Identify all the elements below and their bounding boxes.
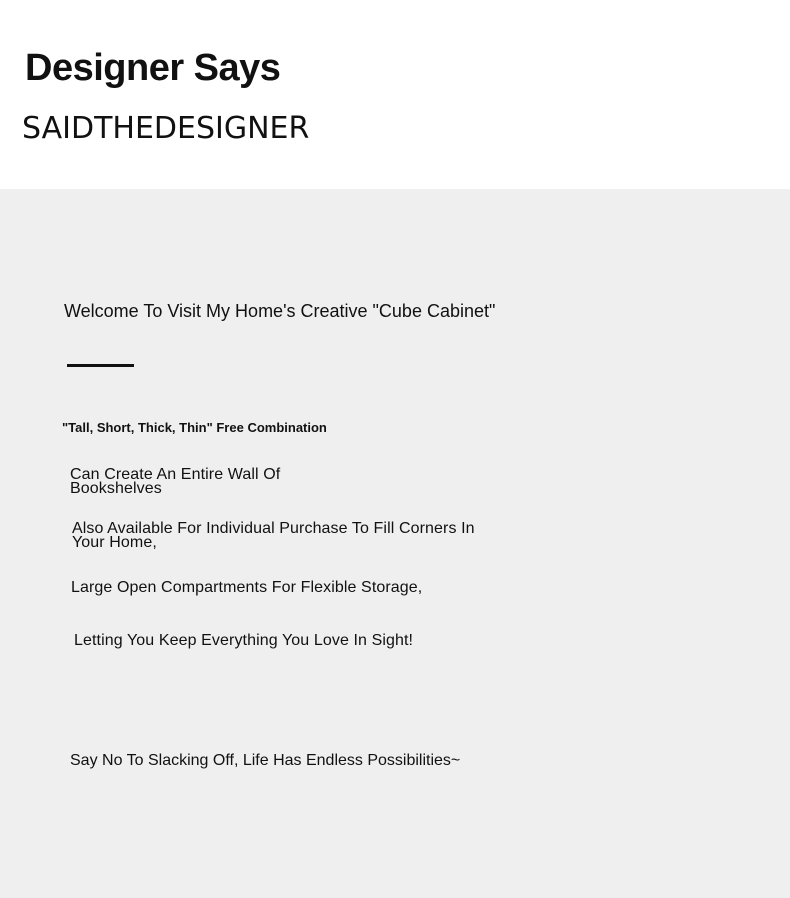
section-heading: Welcome To Visit My Home's Creative "Cube Cabinet" [64, 301, 496, 321]
heading-divider [67, 364, 134, 367]
tagline: Say No To Slacking Off, Life Has Endless Possibilities~ [70, 752, 461, 769]
site-header [0, 0, 790, 189]
feature-line-wall: Can Create An Entire Wall Of Bookshelves [70, 466, 281, 497]
brand-title[interactable]: Designer Says [25, 47, 281, 89]
feature-line-sight: Letting You Keep Everything You Love In Sight! [74, 632, 414, 649]
feature-line-storage: Large Open Compartments For Flexible Storage, [71, 579, 423, 596]
content-panel [0, 189, 790, 898]
brand-subtitle: SAIDTHEDESIGNER [22, 111, 310, 146]
combination-label: "Tall, Short, Thick, Thin" Free Combination [62, 420, 327, 435]
feature-line-corners: Also Available For Individual Purchase To Fill Corners In Your Home, [72, 520, 475, 551]
